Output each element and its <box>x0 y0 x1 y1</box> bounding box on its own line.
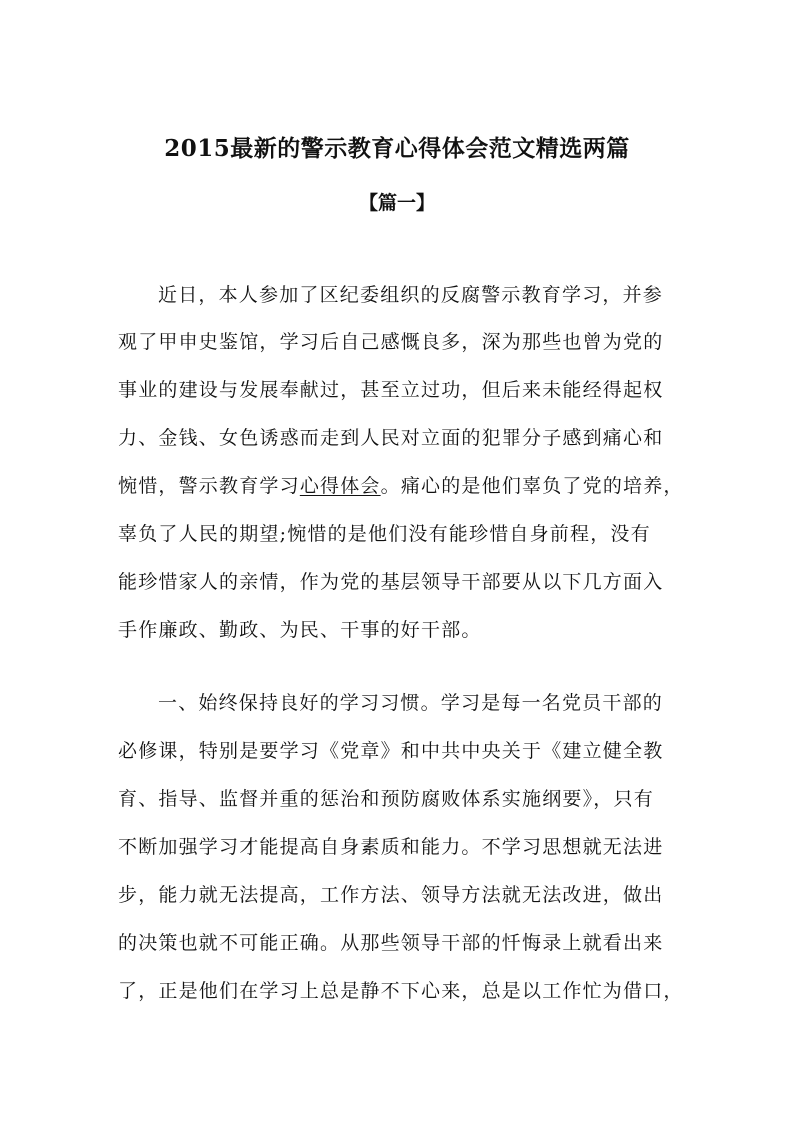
paragraph1-line-5-end: 。痛心的是他们辜负了党的培养， <box>380 475 684 497</box>
paragraph1-line-2: 观了甲申史鉴馆，学习后自己感慨良多，深为那些也曾为党的 <box>118 331 664 353</box>
section-heading: 【篇一】 <box>358 192 435 214</box>
paragraph1-line-4: 力、金钱、女色诱惑而走到人民对立面的犯罪分子感到痛心和 <box>118 427 664 449</box>
paragraph2-line-1: 一、始终保持良好的学习习惯。学习是每一名党员干部的 <box>158 692 664 714</box>
xinde-tihui-link[interactable]: 心得体会 <box>299 475 381 497</box>
paragraph1-line-3: 事业的建设与发展奉献过，甚至立过功，但后来未能经得起权 <box>118 379 664 401</box>
paragraph2-line-2: 必修课，特别是要学习《党章》和中共中央关于《建立健全教 <box>118 740 664 762</box>
paragraph1-line-8: 手作廉政、勤政、为民、干事的好干部。 <box>118 619 482 641</box>
paragraph1-line-5 <box>118 474 684 498</box>
paragraph2-line-4: 不断加强学习才能提高自身素质和能力。不学习思想就无法进 <box>118 836 664 858</box>
paragraph2-line-7: 了，正是他们在学习上总是静不下心来，总是以工作忙为借口， <box>118 980 684 1002</box>
document-title: 2015最新的警示教育心得体会范文精选两篇 <box>164 135 630 162</box>
paragraph1-line-5-start: 惋惜，警示教育学习 <box>118 475 300 497</box>
paragraph1-line-1: 近日，本人参加了区纪委组织的反腐警示教育学习，并参 <box>158 284 664 306</box>
paragraph2-line-5: 步，能力就无法提高，工作方法、领导方法就无法改进，做出 <box>118 884 664 906</box>
paragraph2-line-6: 的决策也就不可能正确。从那些领导干部的忏悔录上就看出来 <box>118 932 664 954</box>
paragraph2-line-3: 育、指导、监督并重的惩治和预防腐败体系实施纲要》，只有 <box>118 788 654 810</box>
paragraph1-line-6: 辜负了人民的期望;惋惜的是他们没有能珍惜自身前程，没有 <box>118 523 651 545</box>
paragraph1-line-7: 能珍惜家人的亲情，作为党的基层领导干部要从以下几方面入 <box>118 571 664 593</box>
